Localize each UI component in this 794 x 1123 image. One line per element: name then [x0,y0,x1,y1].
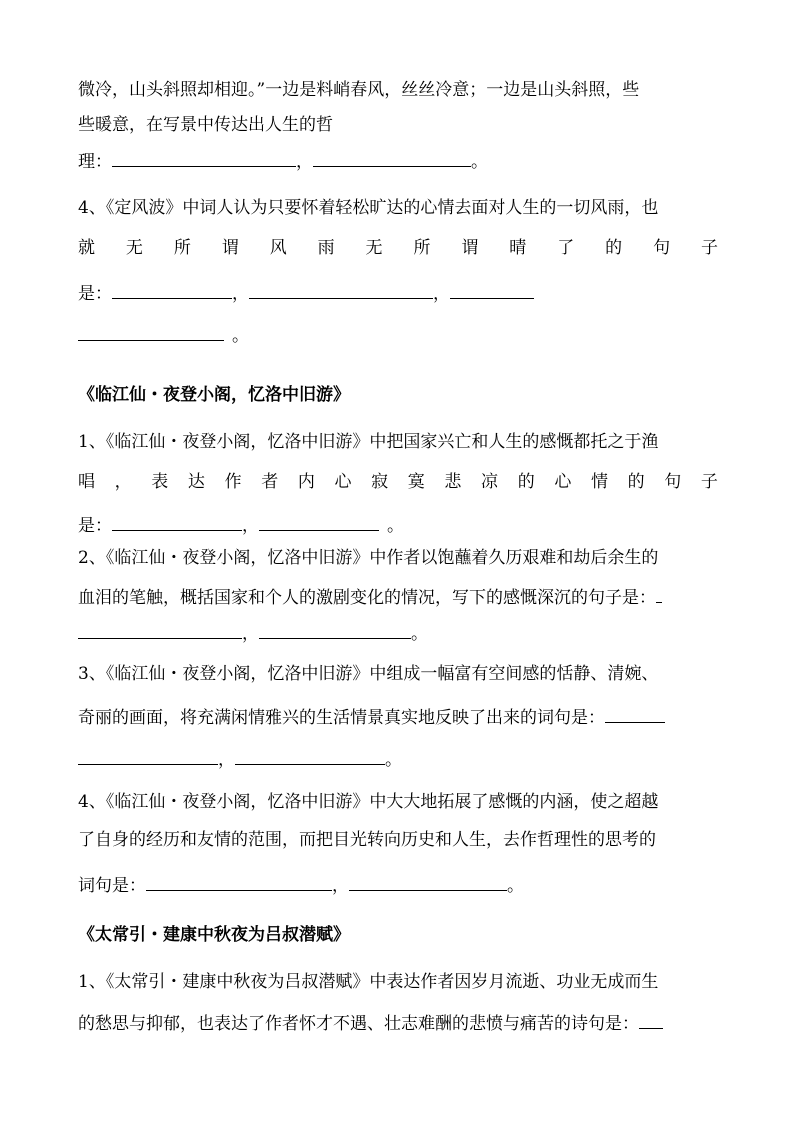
text-char: 谓 [461,238,479,258]
text-char: 子 [700,238,718,258]
comma: ， [433,284,450,304]
text: 是： [78,516,112,536]
dingfengbo-q4-answer-line1 [78,280,718,306]
answer-blank[interactable] [78,322,224,341]
text-char: 作 [224,472,242,492]
text: 理： [78,152,112,172]
period: 。 [232,326,249,346]
answer-blank[interactable] [112,280,232,299]
answer-blank[interactable] [78,746,218,765]
text-char: 子 [700,472,718,492]
answer-blank[interactable] [605,704,665,723]
text-char: 情 [590,472,608,492]
text: 4、《临江仙・夜登小阁，忆洛中旧游》中大大地拓展了感慨的内涵，使之超越 [78,792,659,812]
text: 的愁思与抑郁，也表达了作者怀才不遇、壮志难酬的悲愤与痛苦的诗句是： [78,1014,639,1034]
text-char: ， [114,472,132,492]
period: 。 [385,750,402,770]
text-char: 谓 [221,238,239,258]
linjiangxian-q2-answer-line [78,620,718,646]
text-char: 寂 [371,472,389,492]
text: 微冷，山头斜照却相迎。”一边是料峭春风，丝丝冷意；一边是山头斜照，些 [78,80,640,100]
answer-blank[interactable] [656,584,662,603]
text-char: 无 [125,238,143,258]
linjiangxian-q4-line2 [78,828,718,852]
text-char: 悲 [444,472,462,492]
dingfengbo-q3-line2 [78,113,718,137]
text: 1、《太常引・建康中秋夜为吕叔潜赋》中表达作者因岁月流逝、功业无成而生 [78,972,659,992]
dingfengbo-q4-line2 [78,236,718,260]
justified-text [78,236,718,260]
text: 了自身的经历和友情的范围，而把目光转向历史和人生，去作哲理性的思考的 [78,830,656,850]
text-char: 心 [554,472,572,492]
dingfengbo-q4-answer-line2 [78,322,718,348]
text: 词句是： [78,876,146,896]
comma: ， [232,284,249,304]
text: 3、《临江仙・夜登小阁，忆洛中旧游》中组成一幅富有空间感的恬静、清婉、 [78,664,659,684]
text-char: 了 [557,238,575,258]
taichangyin-q1-line2 [78,1010,718,1036]
text: 是： [78,284,112,304]
section-heading-linjiangxian: 《临江仙・夜登小阁，忆洛中旧游》 [78,385,350,405]
linjiangxian-q3-line2 [78,704,718,730]
dingfengbo-q3-line1 [78,78,718,102]
linjiangxian-q3-answer-line [78,746,718,772]
answer-blank[interactable] [235,746,385,765]
text: 些暖意，在写景中传达出人生的哲 [78,115,333,135]
linjiangxian-q2-line2 [78,584,718,610]
linjiangxian-q1-line2 [78,470,718,494]
text-char: 心 [334,472,352,492]
comma: ， [242,516,259,536]
text: 1、《临江仙・夜登小阁，忆洛中旧游》中把国家兴亡和人生的感慨都托之于渔 [78,432,659,452]
text: 4、《定风波》中词人认为只要怀着轻松旷达的心情去面对人生的一切风雨，也 [78,198,659,218]
text-char: 凉 [481,472,499,492]
text: 2、《临江仙・夜登小阁，忆洛中旧游》中作者以饱蘸着久历艰难和劫后余生的 [78,548,659,568]
answer-blank[interactable] [259,512,379,531]
linjiangxian-q4-answer-line [78,872,718,898]
answer-blank[interactable] [313,148,471,167]
period: 。 [507,876,524,896]
text-char: 的 [517,472,535,492]
linjiangxian-q1-answer-line [78,512,718,538]
text-char: 内 [297,472,315,492]
comma: ， [242,624,259,644]
answer-blank[interactable] [112,512,242,531]
text-char: 无 [365,238,383,258]
comma: ， [218,750,235,770]
comma: ， [296,152,313,172]
text-char: 晴 [509,238,527,258]
text-char: 风 [269,238,287,258]
text-char: 所 [173,238,191,258]
text-char: 唱 [78,472,95,492]
text-char: 雨 [317,238,335,258]
comma: ， [332,876,349,896]
taichangyin-q1-line1 [78,970,718,994]
answer-blank[interactable] [112,148,296,167]
text-char: 寞 [407,472,425,492]
period: 。 [411,624,428,644]
linjiangxian-q2-line1 [78,546,718,570]
text-char: 的 [605,238,623,258]
period: 。 [471,152,488,172]
text-char: 达 [187,472,205,492]
justified-text [78,470,718,494]
section-heading-taichangyin: 《太常引・建康中秋夜为吕叔潜赋》 [78,925,350,945]
text: 奇丽的画面，将充满闲情雅兴的生活情景真实地反映了出来的词句是： [78,708,605,728]
answer-blank[interactable] [450,280,534,299]
text-char: 的 [627,472,645,492]
linjiangxian-q3-line1 [78,662,718,686]
text-char: 句 [653,238,671,258]
text-char: 表 [151,472,169,492]
answer-blank[interactable] [349,872,507,891]
dingfengbo-q4-line1 [78,196,718,220]
dingfengbo-q3-answer-line [78,148,718,174]
text-char: 句 [664,472,682,492]
answer-blank[interactable] [146,872,332,891]
answer-blank[interactable] [639,1010,663,1029]
answer-blank[interactable] [249,280,433,299]
linjiangxian-q1-line1 [78,430,718,454]
linjiangxian-q4-line1 [78,790,718,814]
answer-blank[interactable] [78,620,242,639]
text-char: 就 [78,238,95,258]
period: 。 [387,516,404,536]
text: 血泪的笔触，概括国家和个人的激剧变化的情况，写下的感慨深沉的句子是： [78,588,656,608]
text-char: 所 [413,238,431,258]
text-char: 者 [261,472,279,492]
answer-blank[interactable] [259,620,411,639]
